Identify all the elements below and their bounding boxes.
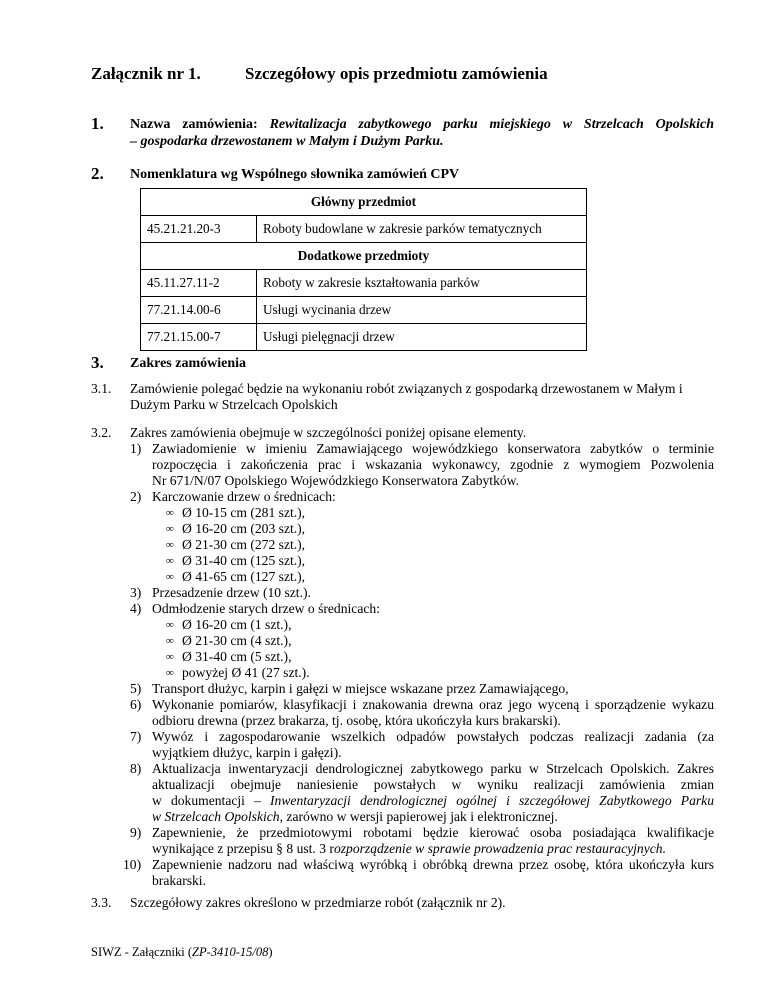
infinity-bullet-icon: ∞ (166, 571, 174, 583)
item-text-part: w dokumentacji – (152, 793, 261, 808)
item-text (152, 841, 714, 857)
item-text: Nr 671/N/07 Opolskiego Wojewódzkiego Konserwatora Zabytków. (152, 473, 519, 488)
page-footer (91, 944, 273, 960)
item-text: Aktualizacja inwentaryzacji dendrologicznej zabytkowego parku w Strzelcach Opolskich. Zakres (152, 761, 714, 776)
section-3-title: Zakres zamówienia (130, 356, 247, 371)
item-text: Transport dłużyc, karpin i gałęzi w miejsce wskazane przez Zamawiającego, (152, 681, 569, 696)
item-text: Zawiadomienie w imieniu Zamawiającego wojewódzkiego konserwatora zabytków o terminie (152, 441, 714, 456)
item-text: Wykonanie pomiarów, klasyfikacji i znakowania drewna oraz jego wyceną i sporządzenie wykazu (152, 697, 714, 712)
bullet-text: Ø 31-40 cm (5 szt.), (182, 649, 292, 664)
section-1-line1 (130, 117, 714, 133)
cpv-code: 77.21.15.00-7 (141, 324, 257, 351)
section-3-number: 3. (91, 353, 104, 372)
regulation-title: ozporządzenie w sprawie prowadzenia prac restauracyjnych. (333, 841, 666, 856)
infinity-bullet-icon: ∞ (166, 667, 174, 679)
item-number: 5) (130, 681, 142, 696)
section-2-title: Nomenklatura wg Wspólnego słownika zamówień CPV (130, 167, 460, 182)
item-number: 2) (130, 489, 142, 504)
section-2-number: 2. (91, 164, 104, 183)
order-name-line2: – gospodarka drzewostanem w Małym i Dużym Parku. (130, 134, 444, 149)
footer-suffix: ) (268, 945, 273, 959)
bullet-text: Ø 31-40 cm (125 szt.), (182, 553, 306, 568)
table-row (141, 297, 587, 324)
item-text: odbioru drewna (przez brakarza, tj. osobę, która ukończyła kurs brakarski). (152, 713, 561, 728)
para-3-3-number: 3.3. (91, 895, 112, 910)
item-text: Wywóz i zagospodarowanie wszelkich odpadów powstałych podczas realizacji zadania (za (152, 729, 714, 744)
footer-prefix: SIWZ - Załączniki ( (91, 945, 192, 959)
page-title: Szczegółowy opis przedmiotu zamówienia (245, 64, 548, 83)
item-number: 9) (130, 825, 142, 840)
item-number: 7) (130, 729, 142, 744)
cpv-code: 77.21.14.00-6 (141, 297, 257, 324)
item-number: 10) (123, 857, 142, 872)
cpv-extra-header: Dodatkowe przedmioty (141, 243, 587, 270)
bullet-text: Ø 16-20 cm (203 szt.), (182, 521, 306, 536)
infinity-bullet-icon: ∞ (166, 507, 174, 519)
item-text: Karczowanie drzew o średnicach: (152, 489, 336, 504)
infinity-bullet-icon: ∞ (166, 523, 174, 535)
bullet-text: powyżej Ø 41 (27 szt.). (182, 665, 310, 680)
cpv-desc: Usługi wycinania drzew (257, 297, 587, 324)
cpv-desc: Usługi pielęgnacji drzew (257, 324, 587, 351)
table-row (141, 216, 587, 243)
item-number: 1) (130, 441, 142, 456)
cpv-table (140, 188, 587, 351)
bullet-text: Ø 21-30 cm (4 szt.), (182, 633, 292, 648)
item-text (152, 793, 714, 809)
para-3-1-number: 3.1. (91, 381, 112, 396)
item-text: brakarski. (152, 873, 206, 888)
item-text (152, 809, 714, 825)
cpv-desc: Roboty budowlane w zakresie parków tematycznych (257, 216, 587, 243)
infinity-bullet-icon: ∞ (166, 555, 174, 567)
item-number: 3) (130, 585, 142, 600)
table-row (141, 270, 587, 297)
item-text: Zapewnienie, że przedmiotowymi robotami będzie kierować osoba posiadająca kwalifikacje (152, 825, 714, 840)
item-text: Zapewnienie nadzoru nad właściwą wyróbką i obróbką drewna przez osobę, która ukończyła kurs (152, 857, 714, 872)
section-1-label: Nazwa zamówienia: (130, 117, 258, 132)
bullet-text: Ø 21-30 cm (272 szt.), (182, 537, 306, 552)
item-text-part: , zarówno w wersji papierowej jak i elektronicznej. (279, 809, 558, 824)
bullet-text: Ø 41-65 cm (127 szt.), (182, 569, 306, 584)
infinity-bullet-icon: ∞ (166, 619, 174, 631)
cpv-code: 45.11.27.11-2 (141, 270, 257, 297)
item-number: 6) (130, 697, 142, 712)
cpv-desc: Roboty w zakresie kształtowania parków (257, 270, 587, 297)
item-text: wyjątkiem dłużyc, karpin i gałęzi). (152, 745, 342, 760)
document-title-part: w Strzelcach Opolskich (152, 809, 280, 824)
footer-reference: ZP-3410-15/08 (192, 945, 269, 959)
item-number: 8) (130, 761, 142, 776)
bullet-text: Ø 16-20 cm (1 szt.), (182, 617, 292, 632)
para-3-2-intro: Zakres zamówienia obejmuje w szczególności poniżej opisane elementy. (130, 425, 527, 440)
cpv-code: 45.21.21.20-3 (141, 216, 257, 243)
order-name: Rewitalizacja zabytkowego parku miejskiego w Strzelcach Opolskich (269, 117, 715, 132)
para-3-2-number: 3.2. (91, 425, 112, 440)
table-row (141, 324, 587, 351)
bullet-text: Ø 10-15 cm (281 szt.), (182, 505, 306, 520)
infinity-bullet-icon: ∞ (166, 635, 174, 647)
item-text: Przesadzenie drzew (10 szt.). (152, 585, 311, 600)
infinity-bullet-icon: ∞ (166, 651, 174, 663)
para-3-1-line1: Zamówienie polegać będzie na wykonaniu robót związanych z gospodarką drzewostanem w Małym i (130, 381, 683, 396)
item-text: rozpoczęcia i zakończenia prac i wskazania wykonawcy, zgodnie z wymogiem Pozwolenia (152, 457, 714, 472)
item-number: 4) (130, 601, 142, 616)
cpv-main-header: Główny przedmiot (141, 189, 587, 216)
item-text-part: wynikające z przepisu § 8 ust. 3 r (152, 841, 334, 856)
infinity-bullet-icon: ∞ (166, 539, 174, 551)
item-text: Odmłodzenie starych drzew o średnicach: (152, 601, 380, 616)
para-3-3-text: Szczegółowy zakres określono w przedmiarze robót (załącznik nr 2). (130, 895, 506, 910)
item-text: aktualizacji obejmuje naniesienie powstałych w wyniku realizacji zamówienia zmian (152, 777, 714, 792)
document-title-part: Inwentaryzacji dendrologicznej ogólnej i szczegółowej Zabytkowego Parku (270, 793, 714, 808)
para-3-1-line2: Dużym Parku w Strzelcach Opolskich (130, 397, 338, 412)
annex-label: Załącznik nr 1. (91, 64, 201, 83)
section-1-number: 1. (91, 114, 104, 133)
